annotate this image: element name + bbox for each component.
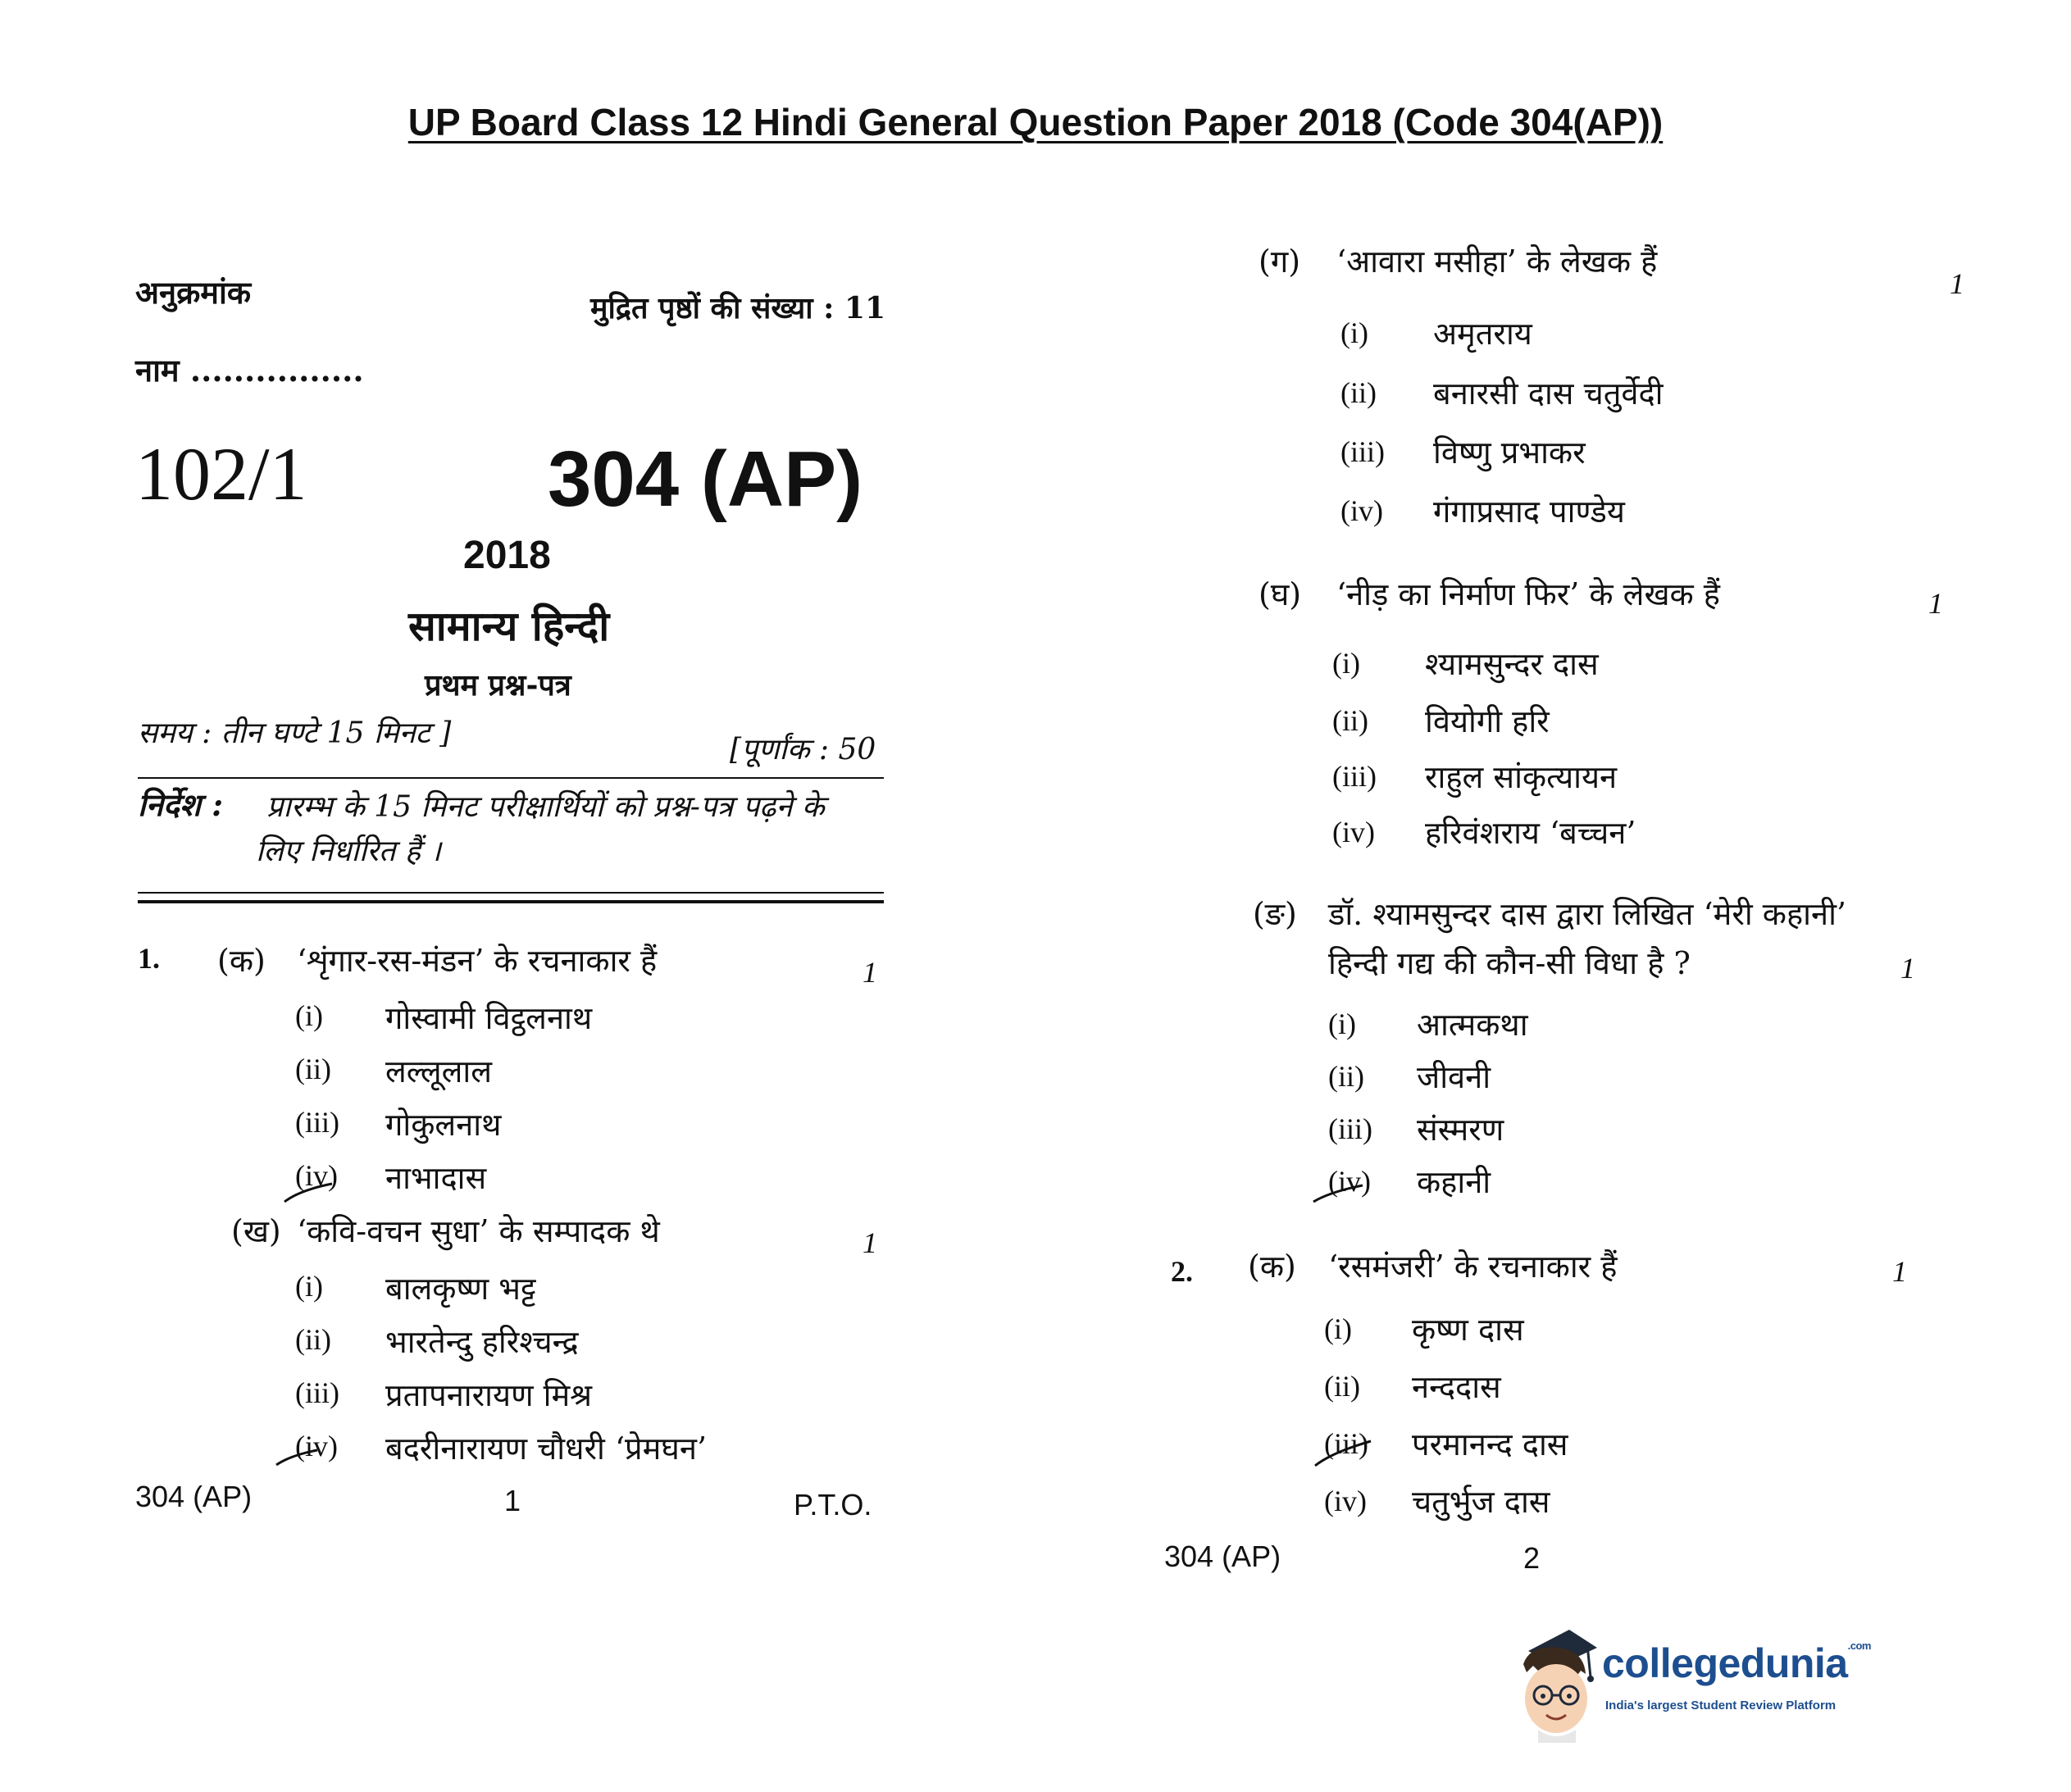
brand-name: collegedunia — [1602, 1640, 1848, 1686]
nga-question-line-2: हिन्दी गद्य की कौन-सी विधा है ? — [1328, 945, 1691, 981]
q1-kha-label: (ख) — [231, 1213, 281, 1249]
nga-label: (ङ) — [1253, 896, 1297, 932]
option-number: (iv) — [1332, 816, 1375, 848]
tick-mark-icon — [1312, 1436, 1377, 1469]
option-number: (ii) — [1328, 1060, 1364, 1093]
option-number: (iv) — [1324, 1485, 1367, 1517]
option-text: चतुर्भुज दास — [1412, 1484, 1550, 1520]
option-number: (ii) — [295, 1053, 331, 1085]
time-allowed: समय : तीन घण्टे 15 मिनट ] — [138, 716, 452, 750]
tick-mark-icon — [283, 1180, 340, 1205]
option-number: (i) — [1328, 1007, 1356, 1040]
q1-kha-marks: 1 — [863, 1226, 877, 1259]
q1-ka-marks: 1 — [863, 956, 877, 989]
printed-pages-count: मुद्रित पृष्ठों की संख्या : 11 — [590, 291, 886, 325]
option-number: (ii) — [1340, 376, 1377, 409]
option-text: बदरीनारायण चौधरी ‘प्रेमघन’ — [385, 1430, 708, 1467]
nga-marks: 1 — [1900, 952, 1915, 985]
max-marks: [पूर्णांक : 50 — [730, 733, 876, 766]
option-number: (ii) — [1324, 1370, 1360, 1403]
gha-marks: 1 — [1928, 587, 1943, 620]
option-text: बनारसी दास चतुर्वेदी — [1433, 375, 1664, 412]
instruction-line-2: लिए निर्धारित हैं । — [256, 835, 442, 868]
ga-label: (ग) — [1259, 243, 1301, 280]
option-text: आत्मकथा — [1417, 1007, 1528, 1043]
option-text: बालकृष्ण भट्ट — [385, 1271, 536, 1307]
q2-number: 2. — [1171, 1255, 1193, 1288]
document-title: UP Board Class 12 Hindi General Question Paper 2018 (Code 304(AP)) — [407, 101, 1664, 143]
double-rule-top — [138, 892, 884, 894]
option-number: (iii) — [295, 1106, 339, 1139]
ga-marks: 1 — [1950, 267, 1964, 300]
paper-code: 304 (AP) — [548, 435, 863, 523]
option-number: (iii) — [1328, 1112, 1372, 1145]
q2-ka-marks: 1 — [1892, 1255, 1907, 1288]
option-text: अमृतराय — [1433, 316, 1532, 352]
option-number: (ii) — [1332, 704, 1368, 737]
option-number: (i) — [1332, 647, 1360, 680]
option-text: भारतेन्दु हरिश्चन्द्र — [385, 1324, 579, 1360]
nga-question-line-1: डॉ. श्यामसुन्दर दास द्वारा लिखित ‘मेरी कहानी’ — [1328, 896, 1847, 932]
exam-year: 2018 — [463, 534, 551, 577]
option-text: कहानी — [1417, 1164, 1491, 1200]
option-number: (i) — [1340, 316, 1368, 349]
option-text: विष्णु प्रभाकर — [1433, 434, 1586, 471]
paper-number: 102/1 — [135, 432, 307, 516]
instruction-line-1: प्रारम्भ के 15 मिनट परीक्षार्थियों को प्रश्न-पत्र पढ़ने के — [266, 790, 825, 824]
instruction-label: निर्देश : — [138, 786, 224, 823]
option-number: (iv) — [1328, 1165, 1371, 1198]
header-rule — [138, 777, 884, 779]
q2-ka-question: ‘रसमंजरी’ के रचनाकार हैं — [1328, 1248, 1618, 1285]
page-2-footer-code: 304 (AP) — [1164, 1540, 1281, 1573]
paper-name: प्रथम प्रश्न-पत्र — [425, 668, 571, 703]
option-text: गोकुलनाथ — [385, 1107, 502, 1143]
page-1-footer-code: 304 (AP) — [135, 1480, 253, 1513]
option-text: लल्लूलाल — [385, 1053, 493, 1089]
option-text: परमानन्द दास — [1412, 1426, 1568, 1462]
option-text: हरिवंशराय ‘बच्चन’ — [1425, 815, 1636, 851]
option-text: प्रतापनारायण मिश्र — [385, 1377, 593, 1413]
option-text: गंगाप्रसाद पाण्डेय — [1433, 493, 1625, 530]
option-number: (iv) — [1340, 494, 1383, 527]
option-number: (iii) — [1332, 760, 1377, 793]
option-number: (iv) — [295, 1159, 338, 1192]
double-rule-bottom — [138, 900, 884, 903]
option-text: कृष्ण दास — [1412, 1312, 1524, 1348]
brand-tagline: India's largest Student Review Platform — [1605, 1699, 1837, 1712]
q1-ka-question: ‘शृंगार-रस-मंडन’ के रचनाकार हैं — [297, 943, 658, 979]
option-text: राहुल सांकृत्यायन — [1425, 759, 1618, 795]
option-text: वियोगी हरि — [1425, 703, 1550, 739]
option-text: संस्मरण — [1417, 1112, 1504, 1148]
q1-kha-question: ‘कवि-वचन सुधा’ के सम्पादक थे — [297, 1213, 660, 1249]
option-number: (iv) — [295, 1430, 338, 1462]
page-1-footer-pto: P.T.O. — [794, 1488, 872, 1521]
ga-question: ‘आवारा मसीहा’ के लेखक हैं — [1336, 243, 1658, 280]
name-label: नाम ................ — [135, 352, 364, 389]
tick-mark-icon — [275, 1447, 324, 1468]
brand-domain: .com — [1847, 1640, 1871, 1652]
q1-ka-label: (क) — [217, 943, 266, 979]
option-text: जीवनी — [1417, 1059, 1491, 1095]
option-number: (i) — [295, 1270, 323, 1303]
option-text: नाभादास — [385, 1160, 487, 1196]
option-number: (iii) — [1324, 1427, 1368, 1460]
option-number: (iii) — [1340, 435, 1385, 468]
option-number: (ii) — [295, 1323, 331, 1356]
gha-label: (घ) — [1259, 576, 1302, 612]
mascot-icon — [1505, 1623, 1604, 1746]
option-number: (i) — [1324, 1312, 1352, 1345]
subject-title: सामान्य हिन्दी — [408, 602, 610, 650]
option-text: नन्ददास — [1412, 1369, 1501, 1405]
option-number: (iii) — [295, 1376, 339, 1409]
tick-mark-icon — [1312, 1180, 1369, 1205]
q2-ka-label: (क) — [1248, 1248, 1296, 1285]
gha-question: ‘नीड़ का निर्माण फिर’ के लेखक हैं — [1336, 576, 1720, 612]
option-text: गोस्वामी विट्ठलनाथ — [385, 1000, 593, 1036]
roll-number-label: अनुक्रमांक — [135, 274, 252, 311]
page-1-footer-number: 1 — [504, 1484, 521, 1517]
collegedunia-logo[interactable] — [1505, 1623, 1871, 1746]
q1-number: 1. — [138, 942, 160, 975]
page-2-footer-number: 2 — [1523, 1541, 1541, 1575]
option-text: श्यामसुन्दर दास — [1425, 646, 1599, 682]
option-number: (i) — [295, 999, 323, 1032]
